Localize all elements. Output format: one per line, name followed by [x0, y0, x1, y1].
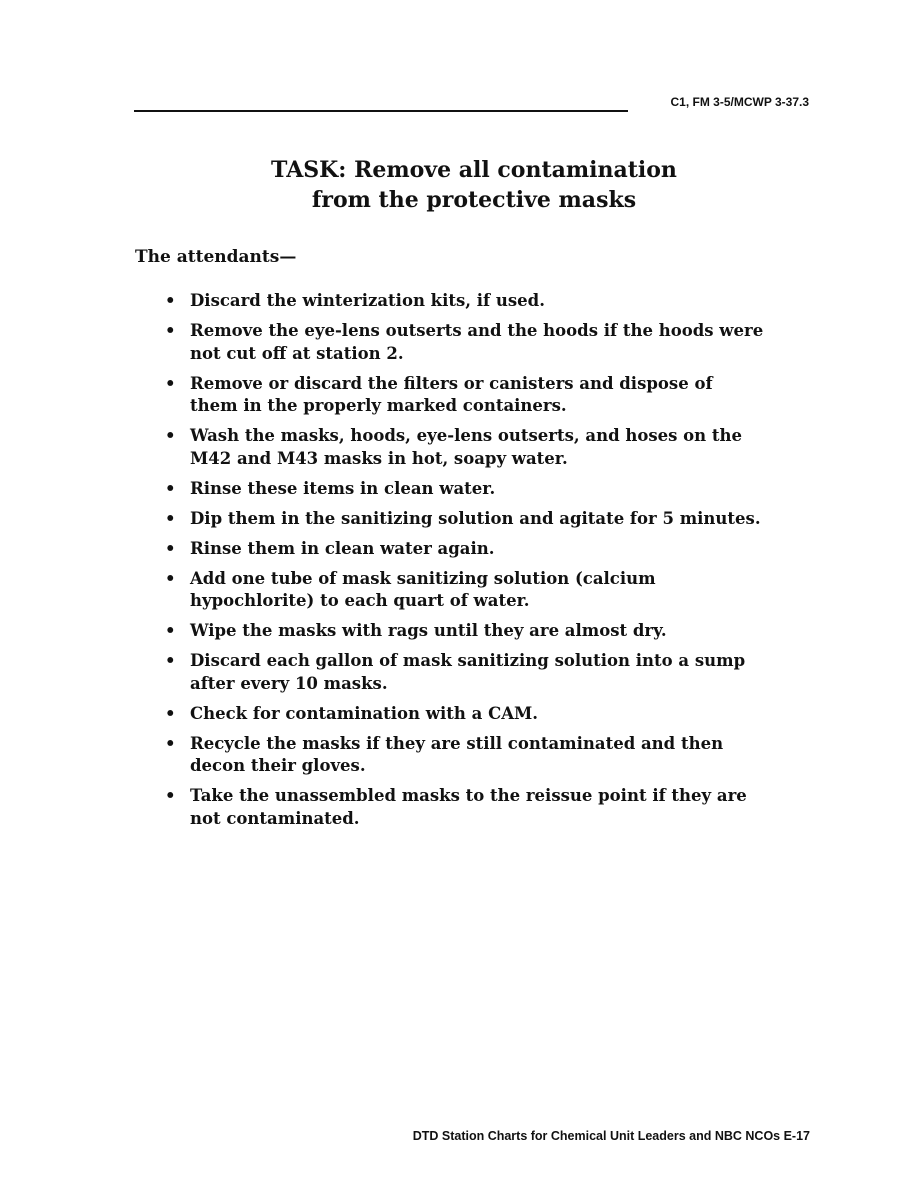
list-item-text: decon their gloves. — [190, 756, 366, 775]
list-item-text: not contaminated. — [190, 808, 360, 828]
list-item-text: Add one tube of mask sanitizing solution (calcium — [190, 568, 656, 588]
list-item-text: M42 and M43 masks in hot, soapy water. — [190, 448, 568, 468]
list-item-text: Check for contamination with a CAM. — [190, 703, 539, 723]
bullet-icon: • — [165, 651, 176, 670]
list-item — [164, 320, 824, 365]
list-item-text: after every 10 masks. — [190, 673, 388, 693]
bullet-icon: • — [165, 426, 176, 445]
list-item-text: Dip them in the sanitizing solution and agitate for 5 minutes. — [190, 508, 761, 528]
list-item-text: Rinse them in clean water again. — [190, 538, 495, 558]
document-reference: C1, FM 3-5/MCWP 3-37.3 — [670, 95, 809, 109]
intro-text: The attendants— — [135, 247, 297, 267]
page-title — [134, 155, 814, 215]
list-item-text: Take the unassembled masks to the reissue point if they are — [190, 786, 747, 805]
bullet-icon: • — [165, 621, 176, 640]
list-item — [164, 508, 824, 531]
list-item-text: Discard the winterization kits, if used. — [190, 291, 545, 310]
list-item-text: hypochlorite) to each quart of water. — [190, 591, 530, 610]
title-line-1: TASK: Remove all contamination — [271, 157, 677, 183]
list-item — [164, 703, 824, 726]
list-item — [164, 538, 824, 561]
bullet-icon: • — [165, 568, 176, 588]
bullet-icon: • — [165, 478, 176, 498]
list-item — [164, 373, 824, 418]
list-item-text: them in the properly marked containers. — [190, 396, 567, 415]
bullet-icon: • — [165, 538, 176, 558]
list-item — [164, 478, 824, 501]
bullet-icon: • — [165, 508, 176, 528]
bullet-icon: • — [165, 291, 176, 310]
list-item — [164, 620, 824, 643]
task-steps-list — [164, 290, 824, 838]
list-item — [164, 568, 824, 613]
bullet-icon: • — [165, 321, 176, 340]
list-item-text: Recycle the masks if they are still contaminated and then — [190, 733, 724, 753]
list-item-text: Remove the eye-lens outserts and the hoods if the hoods were — [190, 321, 764, 340]
header-rule — [134, 110, 628, 112]
list-item-text: Wipe the masks with rags until they are almost dry. — [190, 621, 667, 640]
bullet-icon: • — [165, 373, 176, 393]
list-item — [164, 650, 824, 695]
list-item — [164, 785, 824, 830]
title-line-2: from the protective masks — [311, 187, 637, 213]
list-item — [164, 425, 824, 470]
list-item-text: Remove or discard the filters or canisters and dispose of — [190, 373, 713, 393]
page-footer: DTD Station Charts for Chemical Unit Leaders and NBC NCOs E-17 — [412, 1129, 810, 1143]
list-item-text: Discard each gallon of mask sanitizing solution into a sump — [190, 651, 746, 670]
list-item — [164, 733, 824, 778]
bullet-icon: • — [165, 703, 176, 723]
list-item-text: Rinse these items in clean water. — [190, 478, 496, 498]
bullet-icon: • — [165, 786, 176, 805]
bullet-icon: • — [165, 733, 176, 753]
list-item-text: not cut off at station 2. — [190, 343, 404, 363]
list-item-text: Wash the masks, hoods, eye-lens outserts, and hoses on the — [190, 426, 743, 445]
list-item — [164, 290, 824, 313]
